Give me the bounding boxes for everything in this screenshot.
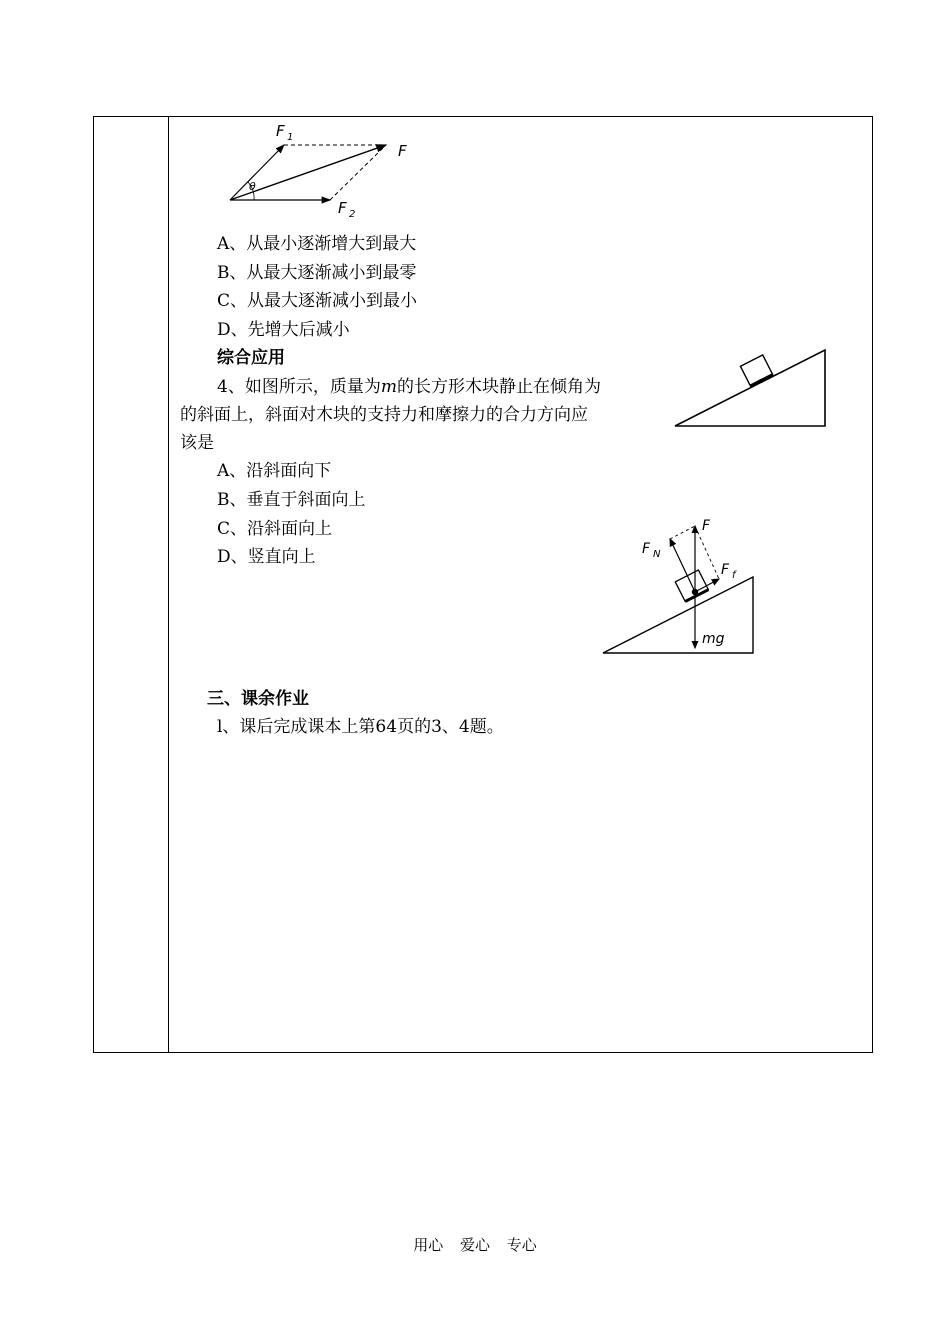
q4-line-1-suffix: 的长方形木块静止在倾角为	[396, 377, 601, 397]
q3-option-a: A、从最小逐渐增大到最大	[217, 234, 417, 254]
section-heading-comprehensive: 综合应用	[217, 348, 285, 368]
diagram-f-label: F	[702, 518, 711, 534]
f-label: F	[398, 142, 407, 160]
q4-var-m: m	[380, 377, 397, 397]
f2-subscript: 2	[349, 209, 356, 220]
diagram-ff-label: F	[721, 562, 730, 578]
incline-block-figure	[670, 340, 830, 432]
diagram-fn-label: F	[642, 541, 651, 557]
q3-option-c: C、从最大逐渐减小到最小	[217, 291, 418, 311]
q3-option-d: D、先增大后减小	[217, 320, 350, 340]
q3-option-b: B、从最大逐渐减小到最零	[217, 263, 417, 283]
table-column-divider	[168, 116, 169, 1053]
incline-force-diagram	[598, 512, 763, 660]
q4-line-1	[217, 377, 601, 397]
force-parallelogram-figure	[220, 118, 420, 223]
q4-line-3: 该是	[180, 433, 214, 453]
footer-text-2: 爱心	[459, 1236, 490, 1254]
q4-line-1-prefix: 4、如图所示，质量为	[217, 377, 381, 397]
diagram-mg-label: mg	[702, 631, 725, 647]
f2-label: F	[338, 199, 347, 217]
page-footer	[0, 1234, 950, 1255]
q4-option-d: D、竖直向上	[217, 547, 316, 567]
homework-item-1: l、课后完成课本上第64页的3、4题。	[217, 717, 504, 737]
footer-text-1: 用心	[413, 1236, 444, 1254]
f1-label: F	[276, 122, 285, 140]
theta-label: θ	[249, 180, 256, 193]
f1-subscript: 1	[287, 132, 294, 143]
q4-option-b: B、垂直于斜面向上	[217, 490, 366, 510]
diagram-fn-subscript: N	[653, 549, 661, 560]
q4-option-c: C、沿斜面向上	[217, 519, 333, 539]
q4-line-2: 的斜面上，斜面对木块的支持力和摩擦力的合力方向应	[180, 405, 588, 425]
diagram-ff-subscript: f	[732, 570, 736, 581]
homework-heading: 三、课余作业	[207, 689, 309, 709]
q4-option-a: A、沿斜面向下	[217, 461, 332, 481]
footer-text-3: 专心	[506, 1236, 537, 1254]
